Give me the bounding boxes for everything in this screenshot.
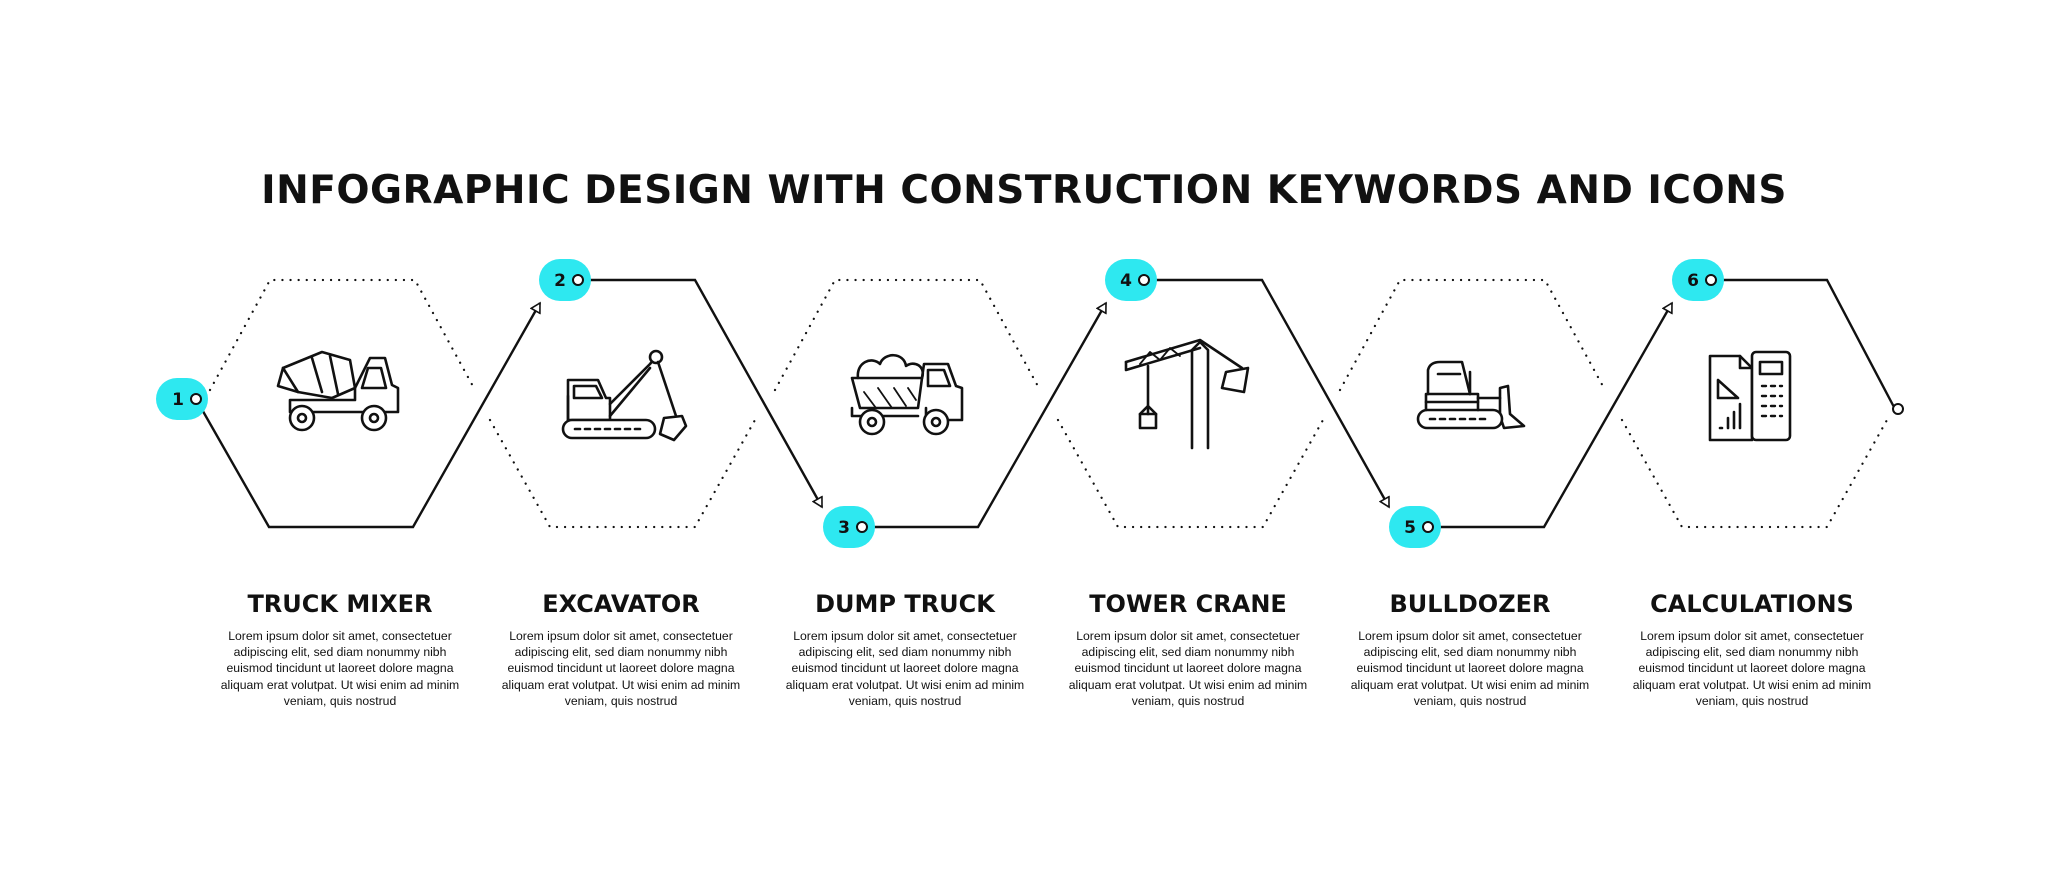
step-badge-3 <box>823 506 875 548</box>
truck-mixer-icon <box>278 352 398 430</box>
calculations-icon <box>1710 352 1790 440</box>
step-label-2 <box>491 590 751 709</box>
step-label-4 <box>1058 590 1318 709</box>
step-title-2: EXCAVATOR <box>542 590 700 618</box>
step-text-6: Lorem ipsum dolor sit amet, consectetuer adipiscing elit, sed diam nonummy nibh euismod tincidunt ut laoreet dolore magna aliquam erat volutpat. Ut wisi enim ad minim veniam, quis nostrud <box>1632 629 1872 708</box>
step-number-4: 4 <box>1120 271 1132 291</box>
step-title-5: BULLDOZER <box>1389 590 1551 618</box>
step-text-2: Lorem ipsum dolor sit amet, consectetuer adipiscing elit, sed diam nonummy nibh euismod tincidunt ut laoreet dolore magna aliquam erat volutpat. Ut wisi enim ad minim veniam, quis nostrud <box>501 629 741 708</box>
dotted-hexagon-3 <box>775 280 1040 390</box>
tower-crane-icon <box>1126 340 1248 448</box>
step-badge-5 <box>1389 506 1441 548</box>
step-number-2: 2 <box>554 271 566 291</box>
excavator-icon <box>563 351 686 440</box>
end-node <box>1893 404 1903 414</box>
connector-4-5 <box>1148 280 1389 507</box>
dump-truck-icon <box>852 355 962 434</box>
step-label-6 <box>1622 590 1882 709</box>
step-badge-6 <box>1672 259 1724 301</box>
connector-2-3 <box>582 280 822 507</box>
step-text-5: Lorem ipsum dolor sit amet, consectetuer adipiscing elit, sed diam nonummy nibh euismod tincidunt ut laoreet dolore magna aliquam erat volutpat. Ut wisi enim ad minim veniam, quis nostrud <box>1350 629 1590 708</box>
step-title-3: DUMP TRUCK <box>815 590 995 618</box>
step-text-4: Lorem ipsum dolor sit amet, consectetuer adipiscing elit, sed diam nonummy nibh euismod tincidunt ut laoreet dolore magna aliquam erat volutpat. Ut wisi enim ad minim veniam, quis nostrud <box>1068 629 1308 708</box>
dotted-hexagon-4 <box>1058 420 1323 527</box>
bulldozer-icon <box>1418 362 1524 428</box>
step-badge-1 <box>156 378 208 420</box>
step-text-3: Lorem ipsum dolor sit amet, consectetuer adipiscing elit, sed diam nonummy nibh euismod tincidunt ut laoreet dolore magna aliquam erat volutpat. Ut wisi enim ad minim veniam, quis nostrud <box>785 629 1025 708</box>
step-badge-4 <box>1105 259 1157 301</box>
connector-6-end <box>1715 280 1895 409</box>
dotted-hexagon-5 <box>1340 280 1605 390</box>
page-title: INFOGRAPHIC DESIGN WITH CONSTRUCTION KEYWORDS AND ICONS <box>261 168 1787 213</box>
step-number-1: 1 <box>172 390 184 410</box>
step-badge-2 <box>539 259 591 301</box>
step-title-1: TRUCK MIXER <box>247 590 433 618</box>
step-text-1: Lorem ipsum dolor sit amet, consectetuer adipiscing elit, sed diam nonummy nibh euismod tincidunt ut laoreet dolore magna aliquam erat volutpat. Ut wisi enim ad minim veniam, quis nostrud <box>220 629 460 708</box>
step-label-1 <box>210 590 470 709</box>
step-title-4: TOWER CRANE <box>1089 590 1287 618</box>
step-label-3 <box>775 590 1035 709</box>
dotted-hexagon-1 <box>210 280 475 390</box>
step-label-5 <box>1340 590 1600 709</box>
step-number-5: 5 <box>1404 518 1416 538</box>
step-number-3: 3 <box>838 518 850 538</box>
step-title-6: CALCULATIONS <box>1650 590 1854 618</box>
step-number-6: 6 <box>1687 271 1699 291</box>
